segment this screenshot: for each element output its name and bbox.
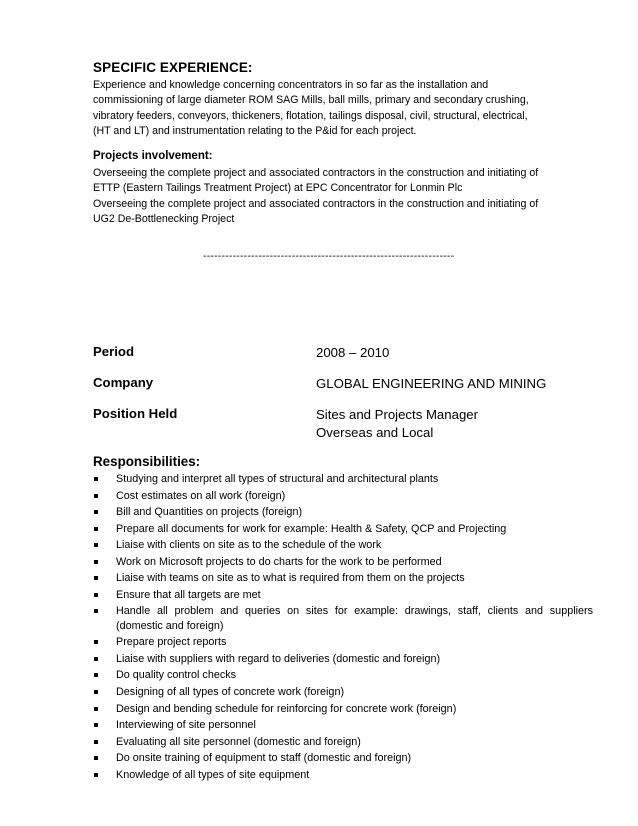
square-bullet-icon [94,593,98,597]
list-item [93,685,593,700]
list-item [93,751,593,766]
list-item [93,472,593,487]
square-bullet-icon [94,673,98,677]
specific-experience-heading: SPECIFIC EXPERIENCE: [93,60,253,75]
list-item-text: Liaise with teams on site as to what is required from them on the projects [116,572,465,585]
list-item [93,768,593,783]
square-bullet-icon [94,543,98,547]
square-bullet-icon [94,740,98,744]
square-bullet-icon [94,477,98,481]
square-bullet-icon [94,560,98,564]
projects-involvement-paragraph [93,166,593,227]
section-divider: -------------------------------------------------------------------- [203,250,455,262]
square-bullet-icon [94,510,98,514]
square-bullet-icon [94,657,98,661]
list-item [93,522,593,537]
position-label: Position Held [93,406,178,421]
specific-experience-paragraph [93,78,593,139]
square-bullet-icon [94,707,98,711]
responsibilities-list [93,472,593,784]
position-value-line: Sites and Projects Manager [316,407,478,422]
list-item [93,652,593,667]
list-item [93,604,593,633]
paragraph-line: Experience and knowledge concerning concentrators in so far as the installation and [93,79,489,91]
list-item-text: Handle all problem and queries on sites for example: drawings, staff, clients and suppliers (domestic and foreign) [116,605,593,632]
paragraph-line: ETTP (Eastern Tailings Treatment Project) at EPC Concentrator for Lonmin Plc [93,182,463,195]
list-item-text: Designing of all types of concrete work (foreign) [116,685,345,698]
paragraph-line: commissioning of large diameter ROM SAG Mills, ball mills, primary and secondary crushing, [93,94,529,107]
square-bullet-icon [94,609,98,613]
list-item [93,735,593,750]
list-item-text: Liaise with clients on site as to the schedule of the work [116,539,382,552]
paragraph-line: Overseeing the complete project and associated contractors in the construction and initiating of [93,197,539,210]
period-value [316,344,389,362]
list-item [93,505,593,520]
paragraph-line: Overseeing the complete project and associated contractors in the construction and initiating of [93,167,539,179]
responsibilities-heading: Responsibilities: [93,454,201,469]
list-item [93,702,593,717]
list-item-text: Liaise with suppliers with regard to deliveries (domestic and foreign) [116,652,441,665]
list-item-text: Prepare project reports [116,636,227,649]
position-value [316,406,478,442]
list-item [93,489,593,504]
list-item [93,538,593,553]
list-item-text: Prepare all documents for work for example: Health & Safety, QCP and Projecting [116,522,507,535]
square-bullet-icon [94,723,98,727]
list-item [93,668,593,683]
period-label: Period [93,344,135,359]
list-item [93,635,593,650]
paragraph-line: (HT and LT) and instrumentation relating to the P&id for each project. [93,124,417,137]
list-item-text: Cost estimates on all work (foreign) [116,489,286,502]
square-bullet-icon [94,756,98,760]
projects-involvement-heading: Projects involvement: [93,150,213,162]
square-bullet-icon [94,690,98,694]
list-item-text: Interviewing of site personnel [116,719,256,732]
paragraph-line: UG2 De-Bottlenecking Project [93,212,235,225]
position-value-line: Overseas and Local [316,425,434,440]
square-bullet-icon [94,773,98,777]
list-item-text: Do quality control checks [116,669,237,682]
square-bullet-icon [94,527,98,531]
list-item-text: Work on Microsoft projects to do charts for the work to be performed [116,555,442,568]
list-item-text: Evaluating all site personnel (domestic and foreign) [116,735,361,748]
company-value-text: GLOBAL ENGINEERING AND MINING [316,376,547,391]
square-bullet-icon [94,576,98,580]
company-label: Company [93,375,154,390]
list-item [93,718,593,733]
paragraph-line: vibratory feeders, conveyors, thickeners, flotation, tailings disposal, civil, structural, electrical, [93,109,528,122]
list-item [93,571,593,586]
list-item-text: Knowledge of all types of site equipment [116,768,310,781]
company-value [316,375,546,393]
list-item-text: Ensure that all targets are met [116,588,261,601]
list-item-text: Studying and interpret all types of structural and architectural plants [116,473,439,485]
list-item-text: Design and bending schedule for reinforcing for concrete work (foreign) [116,702,457,715]
square-bullet-icon [94,640,98,644]
list-item [93,588,593,603]
square-bullet-icon [94,494,98,498]
period-value-text: 2008 – 2010 [316,345,390,360]
list-item-text: Do onsite training of equipment to staff (domestic and foreign) [116,752,412,765]
list-item [93,555,593,570]
list-item-text: Bill and Quantities on projects (foreign) [116,506,303,519]
